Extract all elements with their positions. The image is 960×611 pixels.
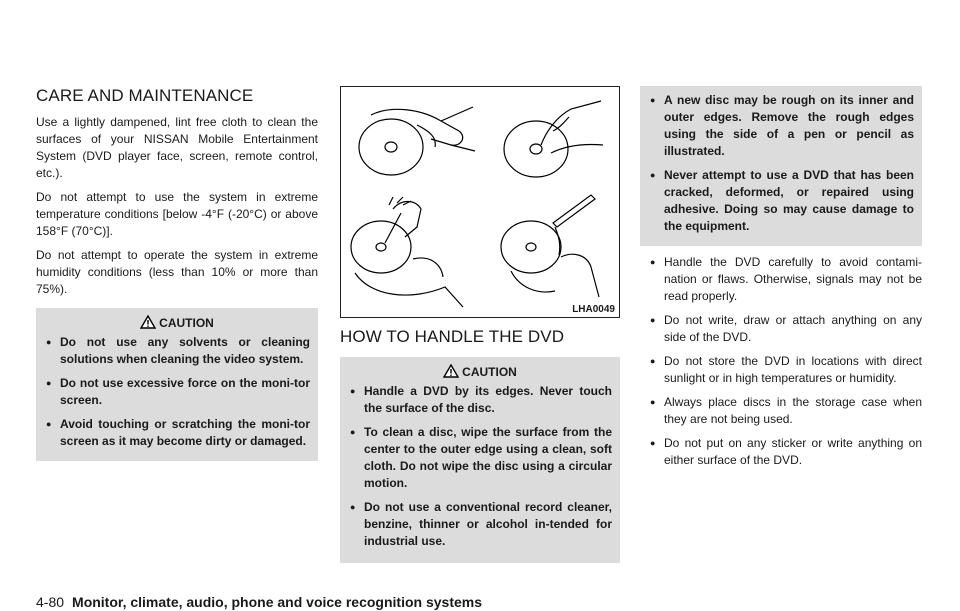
caution-list bbox=[44, 334, 310, 450]
caution-list bbox=[648, 92, 914, 235]
caution-box bbox=[340, 357, 620, 563]
middle-column bbox=[340, 0, 620, 563]
page-number: 4-80 bbox=[36, 594, 65, 610]
list-item: ● To clean a disc, wipe the surface from the center to the outer edge using a clean, soft cloth. Do not wipe the disc using a circular motion. bbox=[348, 424, 612, 492]
paragraph: Do not attempt to operate the system in extreme humidity conditions (less than 10% or more than 75%). bbox=[36, 248, 318, 296]
section-heading-care: CARE AND MAINTENANCE bbox=[36, 86, 254, 105]
paragraph: Use a lightly dampened, lint free cloth to clean the surfaces of your NISSAN Mobile Entertainment System (DVD player face, screen, remote control, etc.). bbox=[36, 115, 318, 180]
list-item: ● Do not store the DVD in locations with direct sunlight or in high temperatures or humidity. bbox=[648, 353, 922, 387]
paragraph: Do not attempt to use the system in extreme temperature conditions [below -4°F (-20°C) or above 158°F (70°C)]. bbox=[36, 190, 318, 238]
list-item: ● A new disc may be rough on its inner and outer edges. Remove the rough edges using the side of a pen or pencil as illustrated. bbox=[648, 92, 914, 160]
caution-box bbox=[36, 308, 318, 461]
caution-header bbox=[44, 308, 310, 334]
warning-icon bbox=[140, 315, 159, 332]
left-column bbox=[36, 0, 318, 461]
chapter-title: Monitor, climate, audio, phone and voice recognition systems bbox=[72, 594, 482, 610]
figure-label: LHA0049 bbox=[572, 304, 615, 315]
list-item: ● Do not put on any sticker or write anything on either surface of the DVD. bbox=[648, 435, 922, 469]
caution-box-continued bbox=[640, 86, 922, 246]
handling-tips-list bbox=[640, 254, 922, 469]
right-column bbox=[640, 0, 922, 476]
list-item: ● Handle the DVD carefully to avoid contami-nation or flaws. Otherwise, signals may not be read properly. bbox=[648, 254, 922, 305]
list-item: ● Never attempt to use a DVD that has been cracked, deformed, or repaired using adhesive. Doing so may cause damage to the equipment. bbox=[648, 167, 914, 235]
caution-header bbox=[348, 357, 612, 383]
dvd-handling-illustration bbox=[340, 86, 620, 318]
page-footer bbox=[36, 595, 482, 609]
list-item: ● Do not use a conventional record cleaner, benzine, thinner or alcohol in-tended for industrial use. bbox=[348, 499, 612, 550]
list-item: ● Always place discs in the storage case when they are not being used. bbox=[648, 394, 922, 428]
warning-icon bbox=[443, 364, 462, 381]
list-item: ● Do not use any solvents or cleaning solutions when cleaning the video system. bbox=[44, 334, 310, 368]
caution-list bbox=[348, 383, 612, 550]
list-item: ● Do not write, draw or attach anything on any side of the DVD. bbox=[648, 312, 922, 346]
list-item: ● Avoid touching or scratching the moni-tor screen as it may become dirty or damaged. bbox=[44, 416, 310, 450]
list-item: ● Do not use excessive force on the moni-tor screen. bbox=[44, 375, 310, 409]
list-item: ● Handle a DVD by its edges. Never touch the surface of the disc. bbox=[348, 383, 612, 417]
section-heading-dvd: HOW TO HANDLE THE DVD bbox=[340, 327, 565, 346]
caution-title: CAUTION bbox=[462, 365, 517, 379]
disc-handling-drawing bbox=[341, 87, 619, 317]
caution-title: CAUTION bbox=[159, 316, 214, 330]
